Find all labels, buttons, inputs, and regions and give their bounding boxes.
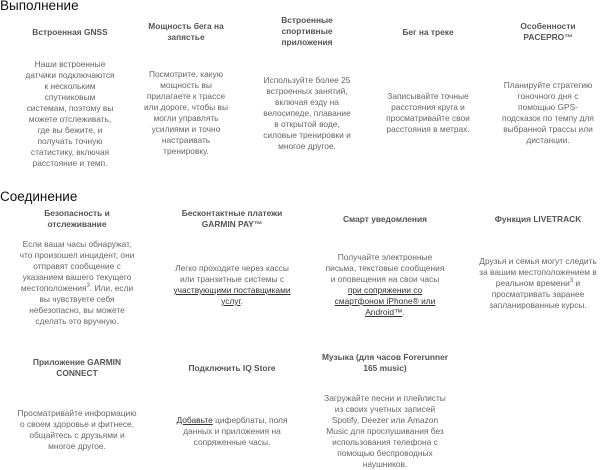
feature-garmin-connect (12, 357, 142, 451)
feature-iq-store (162, 363, 302, 447)
feature-desc: Планируйте стратегию гоночного дня с помощью GPS- подсказок по темпу для выбранной трассы или дистанции. (502, 80, 594, 145)
feature-title: Функция LIVETRACK (494, 214, 582, 224)
feature-desc: Добавьте циферблаты, поля данных и приложения на сопряженные часы. (176, 415, 288, 447)
participating-providers-link-cont[interactable]: услуг (221, 296, 241, 306)
feature-title: Музыка (для часов Forerunner 165 music) (321, 352, 449, 373)
section-title-performance: Выполнение (0, 0, 79, 13)
feature-desc: Получайте электронные письма, текстовые сообщения и оповещения на свои часы при сопряжении со смартфоном iPhone® или Android™. (325, 252, 445, 317)
feature-title: Подключить IQ Store (188, 363, 276, 373)
add-watchfaces-link[interactable]: Добавьте (176, 415, 213, 425)
pairing-link-cont[interactable]: смартфоном iPhone® или (334, 296, 436, 306)
feature-music (312, 352, 458, 469)
feature-wrist-power (131, 21, 241, 156)
feature-smart-notifications (314, 214, 456, 317)
feature-title: Безопасность и отслеживание (44, 208, 110, 229)
feature-gnss (14, 27, 126, 168)
feature-desc: Записывайте точные расстояния круга и просматривайте свои расстояния в метрах. (386, 91, 470, 134)
feature-desc: Просматривайте информацию о своем здоровье и фитнесе, общайтесь с друзьями и многое другое. (17, 408, 137, 451)
feature-title: Встроенная GNSS (32, 27, 108, 37)
section-title-connectivity: Соединение (0, 189, 78, 204)
feature-title: Особенности PACEPRO™ (520, 21, 576, 42)
feature-title: Встроенные спортивные приложения (281, 15, 333, 47)
feature-desc: Наши встроенные датчики подключаются к нескольким спутниковым системам, поэтому вы можете отслеживать, где вы бежите, и получать точную статистику, включая расстояние и темп. (25, 59, 115, 168)
feature-track-run (374, 27, 482, 134)
feature-title: Мощность бега на запястье (148, 21, 224, 42)
feature-desc: Используйте более 25 встроенных занятий, включая езду на велосипеде, плавание в открытой воде, силовые тренировки и многое другое. (263, 75, 351, 151)
feature-desc: Загружайте песни и плейлисты из своих учетных записей Spotify, Deezer или Amazon Music для прослушивания без использования телефона с помощью беспроводных наушников. (324, 393, 446, 469)
feature-sport-apps (254, 15, 360, 151)
feature-title: Бесконтактные платежи GARMIN PAY™ (181, 208, 283, 229)
feature-garmin-pay (162, 208, 302, 306)
feature-title: Бег на треке (402, 27, 454, 37)
pairing-link[interactable]: при сопряжении со (347, 285, 423, 295)
feature-title: Смарт уведомления (342, 214, 428, 224)
feature-title: Приложение GARMIN CONNECT (32, 357, 122, 378)
feature-desc: Посмотрите, какую мощность вы прилагаете к трассе или дороге, чтобы вы могли управлять усилиями и точно настраивать тренировку. (144, 69, 228, 156)
feature-desc: Если ваши часы обнаружат, что произошел инцидент, они отправят сообщение с указанием вашего текущего местоположения$^3$. Или, если вы чувствуете себя небезопасно, вы можете сделать это вручную. (19, 239, 135, 326)
feature-desc: Легко проходите через кассы или транзитные системы с участвующими поставщиками услуг. (173, 263, 291, 306)
feature-pacepro (496, 21, 600, 145)
feature-livetrack (468, 214, 600, 310)
feature-safety-tracking (10, 208, 144, 326)
pairing-link-end[interactable]: Android™ (365, 307, 403, 317)
participating-providers-link[interactable]: участвующими поставщиками (173, 285, 291, 295)
feature-desc: Друзья и семья могут следить за вашим местоположением в реальном времени$^3$ и просматривать заранее запланированные курсы. (479, 256, 597, 310)
